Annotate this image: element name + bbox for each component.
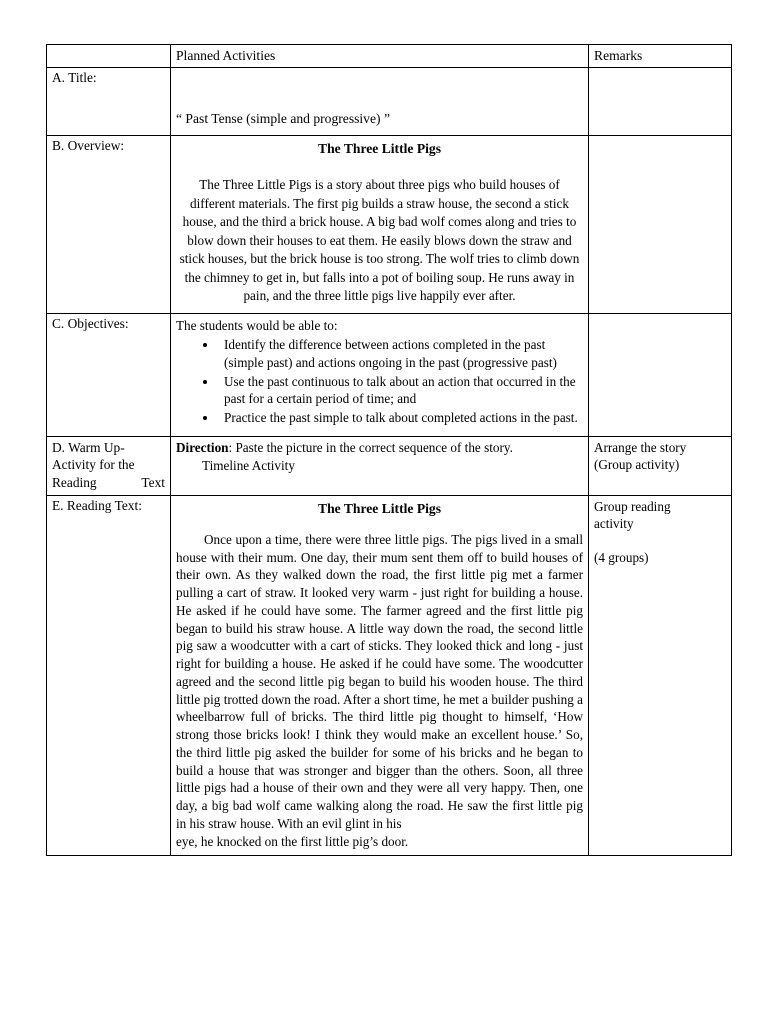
header-remarks: Remarks (589, 45, 732, 68)
remarks-reading-line-3: (4 groups) (594, 549, 649, 565)
remarks-reading-line-1: Group reading (594, 498, 671, 514)
objectives-lead-in: The students would be able to: (176, 317, 338, 333)
direction-text: : Paste the picture in the correct sequence of the story. (228, 439, 513, 455)
lesson-plan-table (46, 44, 732, 856)
overview-content-cell (171, 136, 589, 314)
row-label-objectives: C. Objectives: (47, 313, 171, 436)
overview-heading: The Three Little Pigs (318, 141, 441, 157)
row-label-warmup: D. Warm Up- Activity for the Reading Text (47, 436, 171, 495)
remarks-overview (589, 136, 732, 314)
warmup-activity-name: Timeline Activity (202, 458, 295, 474)
table-row-reading-text (47, 495, 732, 856)
table-row-title (47, 68, 732, 136)
reading-story-body: Once upon a time, there were three little pigs. The pigs lived in a small house with their mum. One day, their mum sent them off to build houses of their own. As they walked down the road, the first little pig met a farmer pulling a cart of straw. It looked very warm - just right for building a house. He asked if he could have some. The farmer agreed and the first little pig began to build his straw house. A little way down the road, the second little pig saw a woodcutter with a cart of sticks. They looked thick and long - just right for building a house. He asked if he could have some. The woodcutter agreed and the second little pig began to build his wooden house. The third little pig trotted down the road. After a short time, he met a builder pushing a wheelbarrow full of bricks. The third little pig thought to himself, ‘How strong those bricks look! I think they would make an excellent house.’ So, the third little pig asked the builder for some of his bricks and he began to build a house that was stronger and bigger than the others. Soon, all three little pigs had a house of their own and they were all very happy. Then, one day, a big bad wolf came walking along the road. He saw the first little pig in his straw house. With an evil glint in his (176, 531, 583, 831)
remarks-reading-text (589, 495, 732, 856)
reading-text-heading: The Three Little Pigs (318, 500, 441, 516)
row-label-overview: B. Overview: (47, 136, 171, 314)
table-row-objectives (47, 313, 732, 436)
objectives-list (176, 336, 583, 426)
reading-story-tail: eye, he knocked on the first little pig’s door. (176, 833, 409, 849)
remarks-warmup (589, 436, 732, 495)
lesson-title-text: “ Past Tense (simple and progressive) ” (176, 111, 390, 127)
table-header-row (47, 45, 732, 68)
row-label-reading-text: E. Reading Text: (47, 495, 171, 856)
header-blank-cell (47, 45, 171, 68)
list-item: • Use the past continuous to talk about an action that occurred in the past for a certain period of time; and (218, 373, 583, 408)
table-row-warmup (47, 436, 732, 495)
remarks-title (589, 68, 732, 136)
direction-line (176, 440, 583, 457)
list-item: • Identify the difference between actions completed in the past (simple past) and actions ongoing in the past (progressive past) (218, 336, 583, 371)
overview-body-text: The Three Little Pigs is a story about three pigs who build houses of different materials. The first pig builds a straw house, the second a stick house, and the third a brick house. A big bad wolf comes along and tries to blow down their houses to eat them. He easily blows down the straw and stick houses, but the brick house is too strong. The wolf tries to climb down the chimney to get in, but falls into a pot of boiling soup. He runs away in pain, and the three little pigs live happily ever after. (179, 177, 580, 304)
reading-text-content-cell (171, 495, 589, 856)
list-item: • Practice the past simple to talk about completed actions in the past. (218, 409, 583, 427)
table-row-overview (47, 136, 732, 314)
row-label-title: A. Title: (47, 68, 171, 136)
remarks-reading-line-2: activity (594, 516, 634, 532)
remarks-warmup-line-1: Arrange the story (594, 439, 687, 455)
header-planned-activities: Planned Activities (171, 45, 589, 68)
objectives-content-cell (171, 313, 589, 436)
remarks-warmup-line-2: (Group activity) (594, 457, 680, 473)
warmup-content-cell (171, 436, 589, 495)
title-content-cell (171, 68, 589, 136)
direction-label: Direction (176, 439, 229, 455)
remarks-objectives (589, 313, 732, 436)
